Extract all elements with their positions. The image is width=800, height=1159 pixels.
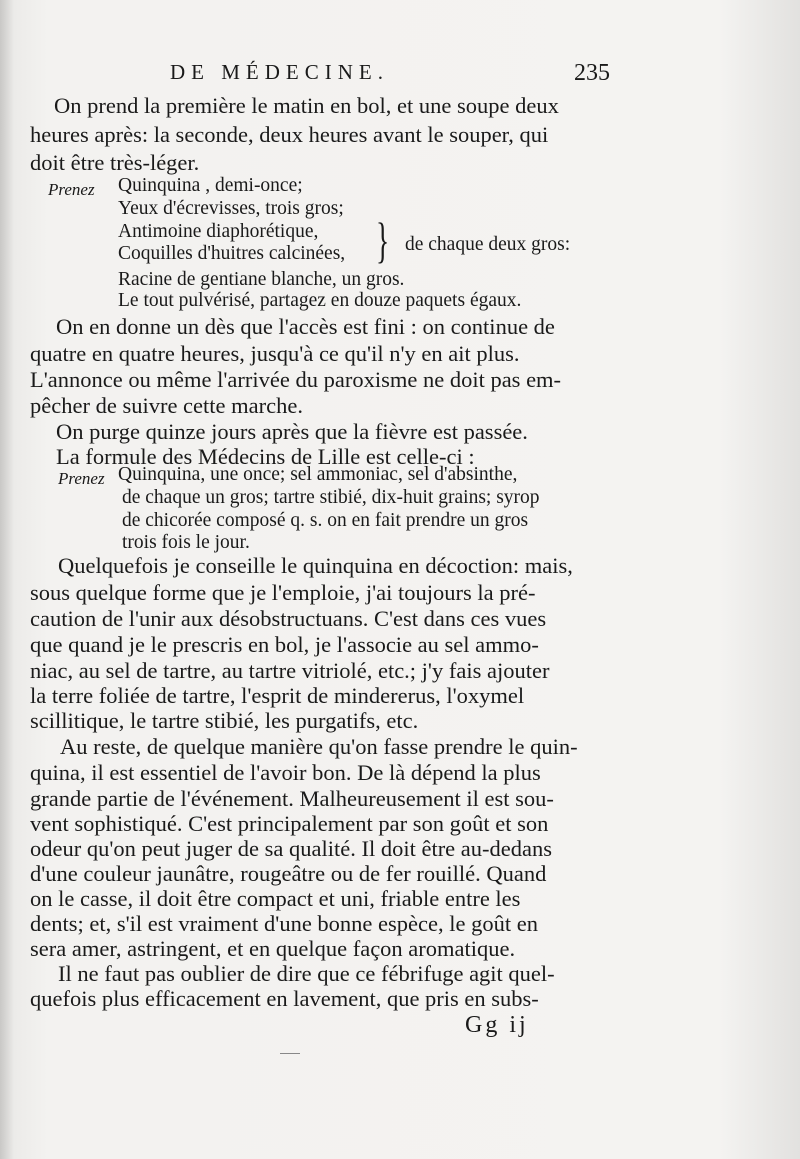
brace-note: de chaque deux gros: (405, 234, 571, 255)
prenez-label: Prenez (48, 180, 95, 199)
text-line: heures après: la seconde, deux heures avant le souper, qui (30, 122, 549, 147)
recipe-line: Quinquina , demi-once; (118, 175, 303, 196)
text-line: L'annonce ou même l'arrivée du paroxisme ne doit pas em- (30, 367, 562, 392)
text-line: niac, au sel de tartre, au tartre vitriolé, etc.; j'y fais ajouter (30, 658, 550, 683)
text-line: quefois plus efficacement en lavement, que pris en subs- (30, 986, 539, 1011)
text-line: On purge quinze jours après que la fièvre est passée. (56, 419, 528, 444)
recipe-line: Coquilles d'huitres calcinées, (118, 243, 346, 264)
text-line: On en donne un dès que l'accès est fini : on continue de (56, 314, 555, 339)
text-line: pêcher de suivre cette marche. (30, 393, 303, 418)
recipe-line: de chaque un gros; tartre stibié, dix-huit grains; syrop (122, 487, 540, 508)
recipe-line: Racine de gentiane blanche, un gros. (118, 269, 405, 290)
recipe-line: de chicorée composé q. s. on en fait prendre un gros (122, 510, 529, 531)
signature-mark: Gg ij (465, 1012, 529, 1038)
text-line: grande partie de l'événement. Malheureusement il est sou- (30, 786, 554, 811)
brace-symbol: } (376, 212, 390, 268)
text-line: Il ne faut pas oublier de dire que ce fébrifuge agit quel- (58, 961, 555, 986)
text-line: La formule des Médecins de Lille est celle-ci : (56, 444, 475, 469)
text-line: que quand je le prescris en bol, je l'associe au sel ammo- (30, 632, 539, 657)
text-line: la terre foliée de tartre, l'esprit de mindererus, l'oxymel (30, 683, 525, 708)
text-line: on le casse, il doit être compact et uni, friable entre les (30, 886, 521, 911)
text-line: d'une couleur jaunâtre, rougeâtre ou de fer rouillé. Quand (30, 861, 547, 886)
text-line: On prend la première le matin en bol, et une soupe deux (54, 93, 559, 118)
recipe-line: Le tout pulvérisé, partagez en douze paquets égaux. (118, 290, 522, 311)
text-line: vent sophistiqué. C'est principalement par son goût et son (30, 811, 549, 836)
stray-mark (280, 1053, 300, 1054)
recipe-line: Quinquina, une once; sel ammoniac, sel d'absinthe, (118, 464, 518, 485)
text-line: Au reste, de quelque manière qu'on fasse prendre le quin- (60, 734, 578, 759)
prenez-label: Prenez (58, 469, 105, 488)
text-line: quina, il est essentiel de l'avoir bon. De là dépend la plus (30, 760, 541, 785)
text-line: odeur qu'on peut juger de sa qualité. Il doit être au-dedans (30, 836, 553, 861)
recipe-line: trois fois le jour. (122, 532, 250, 553)
text-line: sous quelque forme que je l'emploie, j'ai toujours la pré- (30, 580, 536, 605)
recipe-line: Yeux d'écrevisses, trois gros; (118, 198, 344, 219)
text-line: doit être très-léger. (30, 150, 200, 175)
text-line: Quelquefois je conseille le quinquina en décoction: mais, (58, 553, 573, 578)
recipe-line: Antimoine diaphorétique, (118, 221, 319, 242)
text-line: quatre en quatre heures, jusqu'à ce qu'il n'y en ait plus. (30, 341, 520, 366)
text-line: scillitique, le tartre stibié, les purgatifs, etc. (30, 708, 419, 733)
page-number: 235 (574, 60, 610, 86)
running-head-title: DE MÉDECINE. (170, 60, 389, 84)
text-line: sera amer, astringent, et en quelque façon aromatique. (30, 936, 516, 961)
text-line: caution de l'unir aux désobstructuans. C'est dans ces vues (30, 606, 547, 631)
text-line: dents; et, s'il est vraiment d'une bonne espèce, le goût en (30, 911, 538, 936)
